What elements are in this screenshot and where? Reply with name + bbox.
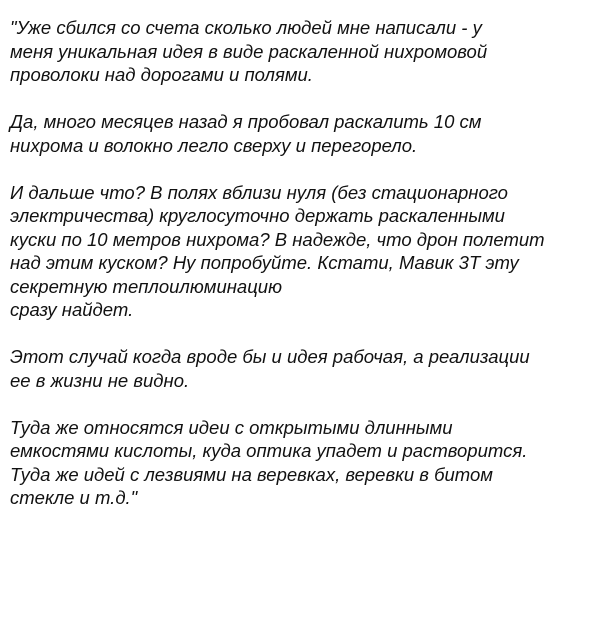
paragraph-1 [10,16,604,87]
text-line: проволоки над дорогами и полями. [10,64,313,85]
text-line: стекле и т.д." [10,487,138,508]
text-line: емкостями кислоты, куда оптика упадет и растворится. [10,440,528,461]
paragraph-5 [10,416,604,510]
text-line: Этот случай когда вроде бы и идея рабочая, а реализации [10,346,530,367]
text-line: нихрома и волокно легло сверху и перегорело. [10,134,418,156]
paragraph-2 [10,110,604,157]
text-line: И дальше что? В полях вблизи нуля (без стационарного [10,181,508,203]
text-line: меня уникальная идея в виде раскаленной нихромовой [10,40,488,62]
text-line: Туда же относятся идеи с открытыми длинными [10,416,453,438]
text-line: Да, много месяцев назад я пробовал раскалить 10 см [10,111,482,132]
text-line: куски по 10 метров нихрома? В надежде, что дрон полетит [10,228,545,250]
text-line: над этим куском? Ну попробуйте. Кстати, Мавик 3Т эту [10,252,519,273]
text-line: секретную теплоилюминацию [10,275,282,297]
text-line: "Уже сбился со счета сколько людей мне написали - у [10,17,482,38]
text-line: Туда же идей с лезвиями на веревках, веревки в битом [10,463,493,485]
text-line: ее в жизни не видно. [10,369,190,391]
paragraph-4 [10,345,604,392]
text-line: сразу найдет. [10,299,134,320]
text-line: электричества) круглосуточно держать раскаленными [10,205,505,226]
paragraph-3 [10,181,604,322]
